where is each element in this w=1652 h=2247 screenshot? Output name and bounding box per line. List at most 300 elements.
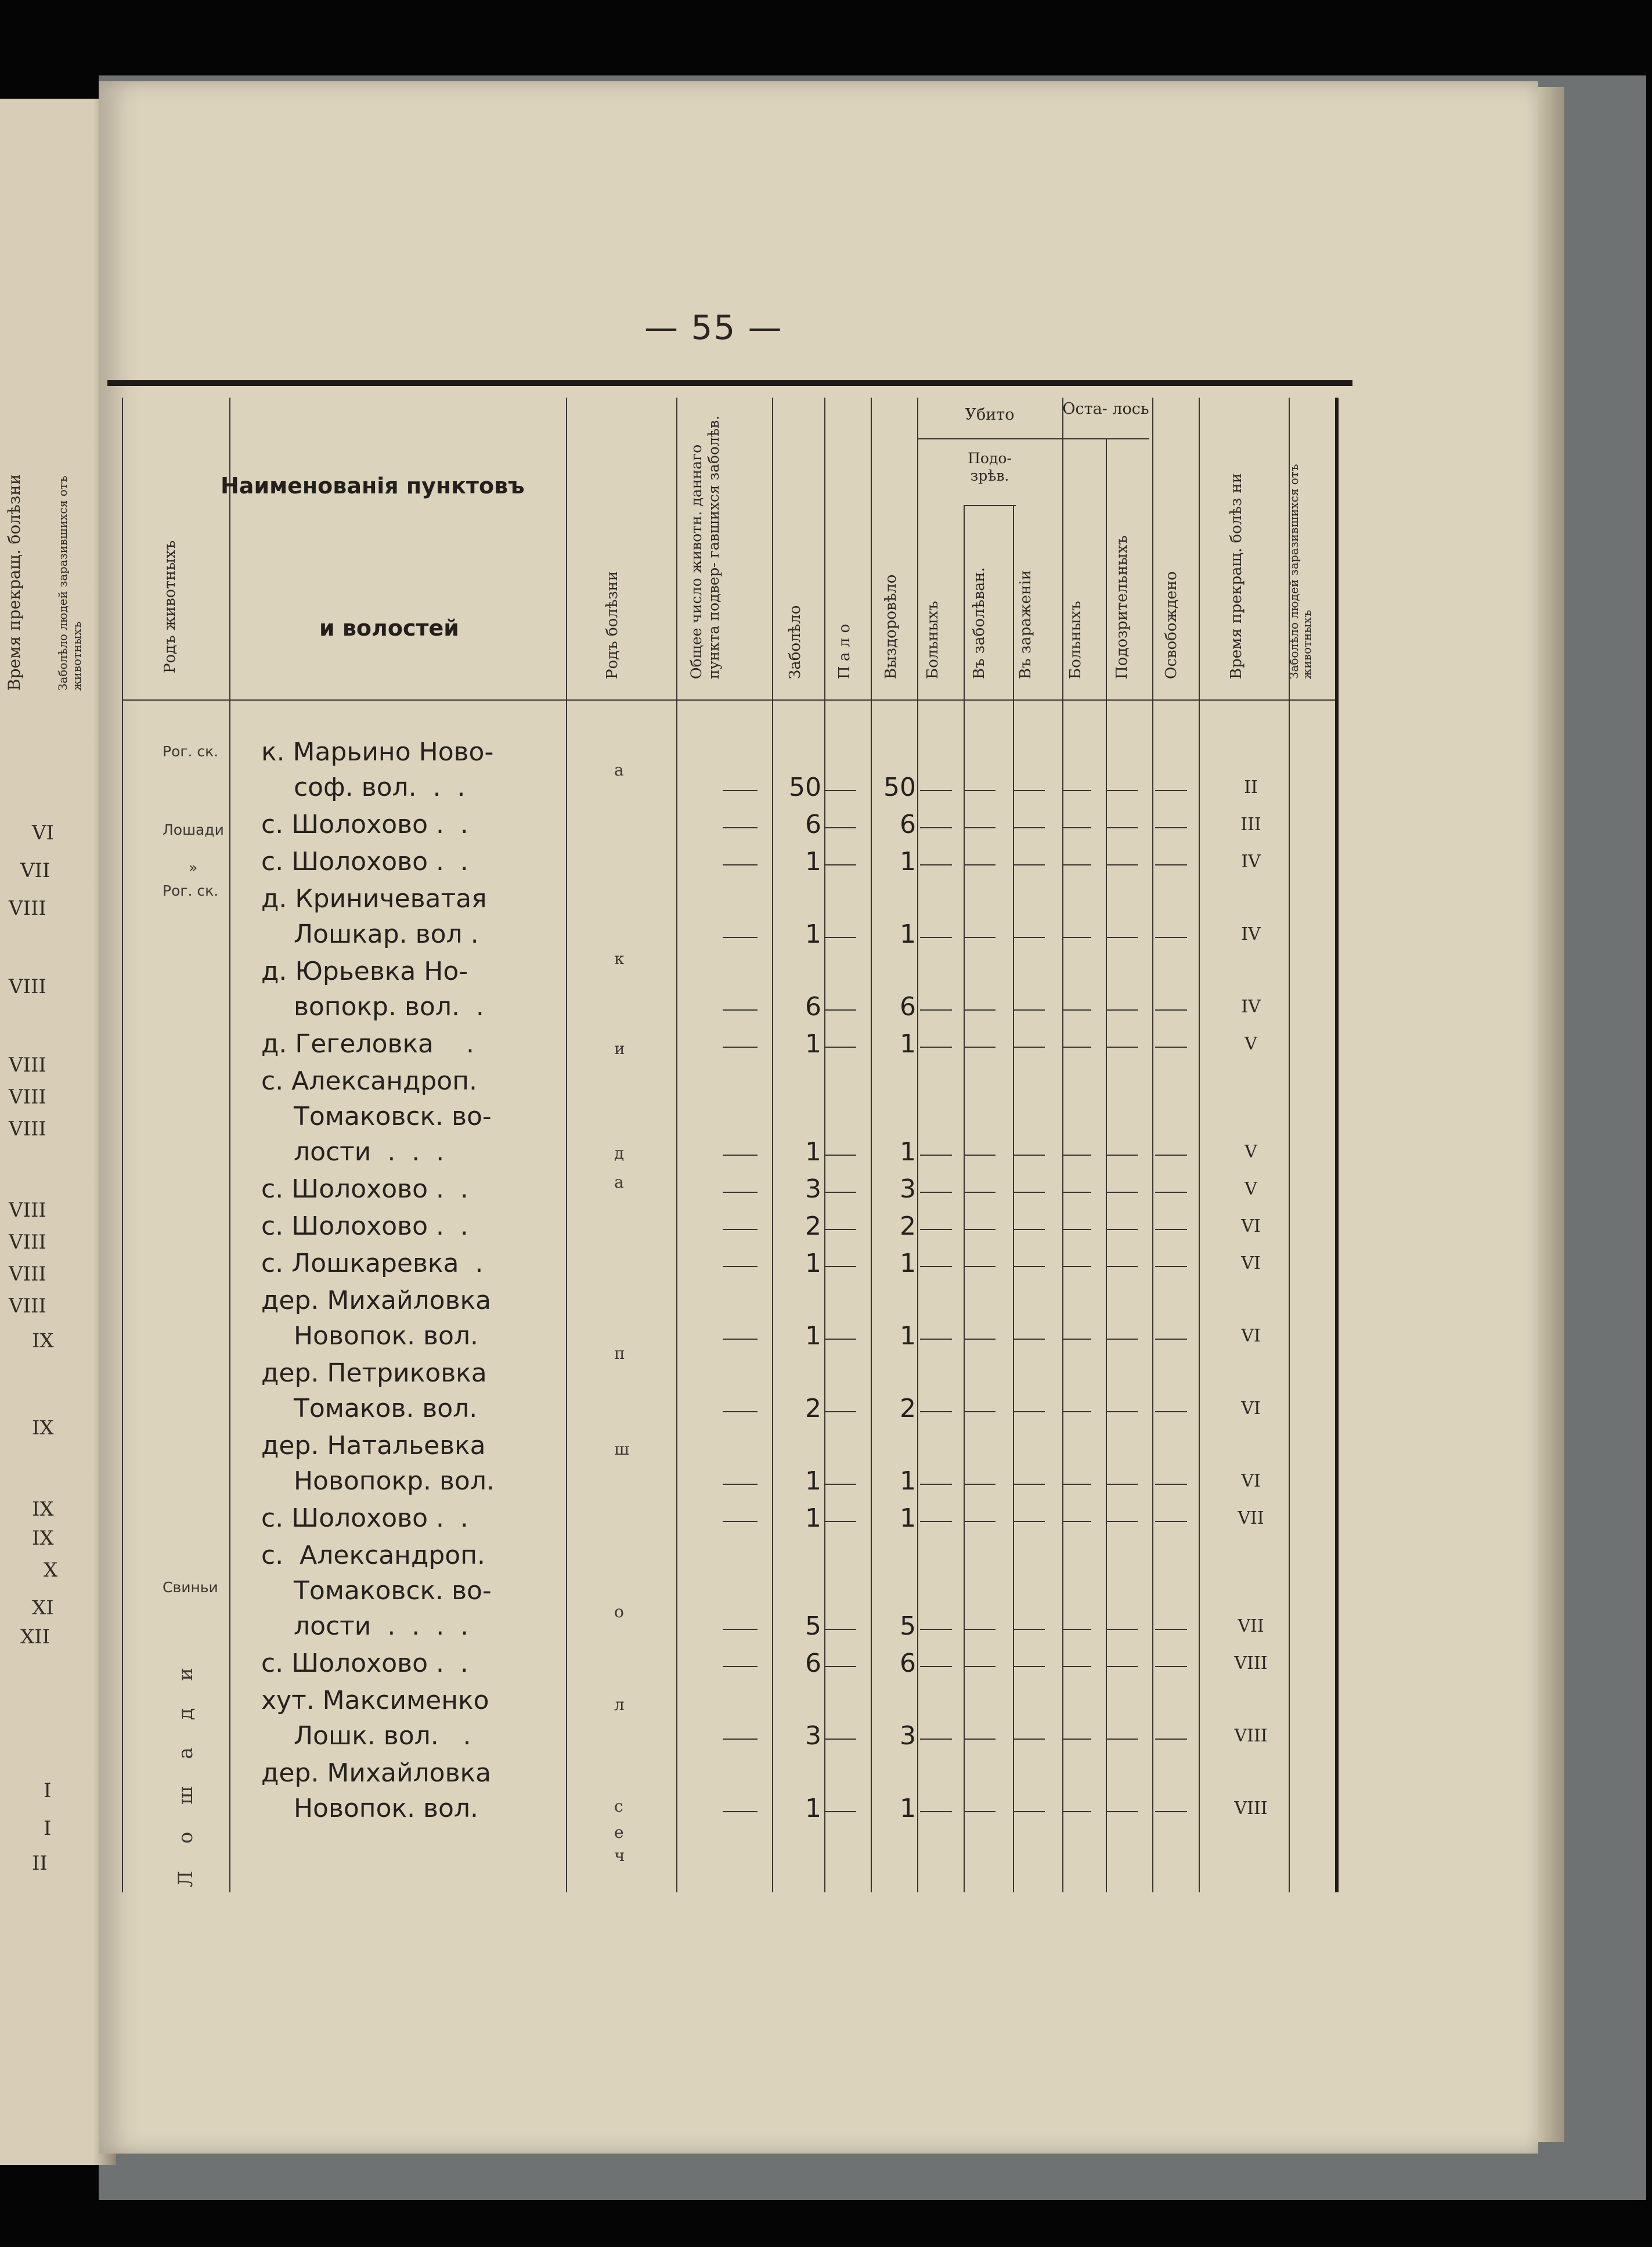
left-roman: IX bbox=[32, 1498, 54, 1521]
sick-count: 3 bbox=[805, 1721, 821, 1751]
empty-dash bbox=[1155, 864, 1187, 865]
empty-dash bbox=[964, 937, 995, 938]
header-place-subtitle: и волостей bbox=[319, 615, 459, 641]
empty-dash bbox=[1106, 1521, 1138, 1522]
disease-letter: п bbox=[614, 1344, 625, 1363]
empty-dash bbox=[920, 1629, 952, 1630]
empty-dash bbox=[824, 1266, 856, 1267]
empty-dash bbox=[920, 1009, 952, 1011]
empty-dash bbox=[920, 1155, 952, 1156]
empty-dash bbox=[964, 1411, 995, 1412]
right-rule bbox=[1335, 398, 1339, 1892]
end-month: V bbox=[1245, 1179, 1257, 1199]
left-roman: IX bbox=[32, 1527, 54, 1550]
header-died: П а л о bbox=[836, 623, 853, 679]
empty-dash bbox=[1013, 1629, 1045, 1630]
empty-dash bbox=[1155, 1047, 1187, 1048]
empty-dash bbox=[723, 1739, 758, 1740]
empty-dash bbox=[920, 1666, 952, 1667]
empty-dash bbox=[1155, 1521, 1187, 1522]
empty-dash bbox=[1062, 864, 1091, 865]
empty-dash bbox=[723, 1192, 758, 1193]
end-month: VII bbox=[1238, 1616, 1264, 1636]
empty-dash bbox=[1106, 1266, 1138, 1267]
place-name: д. Гегеловка . bbox=[261, 1029, 474, 1059]
empty-dash bbox=[1155, 1484, 1187, 1485]
empty-dash bbox=[1062, 1484, 1091, 1485]
empty-dash bbox=[1013, 790, 1045, 791]
empty-dash bbox=[1106, 1739, 1138, 1740]
empty-dash bbox=[824, 1339, 856, 1340]
empty-dash bbox=[723, 864, 758, 865]
empty-dash bbox=[1155, 1629, 1187, 1630]
empty-dash bbox=[1013, 1411, 1045, 1412]
empty-dash bbox=[1106, 1155, 1138, 1156]
empty-dash bbox=[824, 1521, 856, 1522]
header-sick: Заболѣло bbox=[787, 605, 804, 679]
empty-dash bbox=[824, 827, 856, 828]
animal-ditto: » bbox=[189, 859, 198, 876]
recovered-count: 5 bbox=[900, 1611, 916, 1641]
empty-dash bbox=[964, 864, 995, 865]
header-killed: Убито bbox=[965, 406, 1015, 424]
place-name: д. Юрьевка Но- bbox=[261, 957, 468, 986]
empty-dash bbox=[1106, 864, 1138, 865]
left-roman: XI bbox=[32, 1596, 54, 1620]
left-roman: XII bbox=[20, 1625, 51, 1649]
empty-dash bbox=[920, 1192, 952, 1193]
empty-dash bbox=[1106, 1666, 1138, 1667]
recovered-count: 1 bbox=[900, 1249, 916, 1278]
empty-dash bbox=[920, 1229, 952, 1230]
empty-dash bbox=[920, 1339, 952, 1340]
empty-dash bbox=[1013, 1811, 1045, 1812]
empty-dash bbox=[920, 864, 952, 865]
column-line bbox=[1106, 438, 1107, 1892]
left-roman: VIII bbox=[9, 1263, 46, 1286]
empty-dash bbox=[920, 790, 952, 791]
disease-letter: и bbox=[614, 1039, 625, 1058]
left-roman: VIII bbox=[9, 975, 46, 998]
place-name: д. Криничеватая bbox=[261, 884, 487, 914]
empty-dash bbox=[1106, 1811, 1138, 1812]
empty-dash bbox=[723, 1229, 758, 1230]
empty-dash bbox=[964, 1666, 995, 1667]
recovered-count: 6 bbox=[900, 1649, 916, 1678]
empty-dash bbox=[920, 1411, 952, 1412]
header-animal-kind: Родъ животныхъ bbox=[161, 540, 179, 673]
empty-dash bbox=[1013, 1739, 1045, 1740]
empty-dash bbox=[723, 1155, 758, 1156]
sick-count: 1 bbox=[805, 1794, 821, 1823]
column-line bbox=[229, 398, 230, 1892]
disease-letter: а bbox=[614, 760, 624, 780]
empty-dash bbox=[1106, 1411, 1138, 1412]
left-roman: VIII bbox=[9, 1199, 46, 1222]
empty-dash bbox=[1013, 827, 1045, 828]
end-month: VI bbox=[1241, 1326, 1261, 1346]
empty-dash bbox=[1013, 1047, 1045, 1048]
empty-dash bbox=[920, 1811, 952, 1812]
disease-letter: ч bbox=[614, 1846, 625, 1865]
recovered-count: 1 bbox=[900, 919, 916, 949]
header-in-disease: Въ заболѣван. bbox=[971, 567, 988, 679]
sick-count: 2 bbox=[805, 1211, 821, 1241]
suspect-underline bbox=[964, 505, 1016, 506]
place-name: с. Шолохово . . bbox=[261, 1503, 468, 1533]
animal-horses-vertical: Л о ш а д и bbox=[174, 1657, 197, 1888]
empty-dash bbox=[824, 1229, 856, 1230]
column-line bbox=[964, 505, 965, 1892]
end-month: II bbox=[1244, 777, 1258, 798]
recovered-count: 3 bbox=[900, 1721, 916, 1751]
empty-dash bbox=[1106, 1047, 1138, 1048]
empty-dash bbox=[1013, 1666, 1045, 1667]
empty-dash bbox=[1155, 1192, 1187, 1193]
end-month: VIII bbox=[1234, 1798, 1268, 1819]
empty-dash bbox=[964, 1811, 995, 1812]
empty-dash bbox=[1106, 1009, 1138, 1011]
disease-letter: д bbox=[614, 1144, 625, 1163]
header-remained: Оста- лось bbox=[1062, 400, 1149, 418]
empty-dash bbox=[1062, 1009, 1091, 1011]
empty-dash bbox=[1013, 1192, 1045, 1193]
empty-dash bbox=[1062, 1411, 1091, 1412]
recovered-count: 1 bbox=[900, 1321, 916, 1351]
place-name: с. Лошкаревка . bbox=[261, 1249, 484, 1278]
place-name: соф. вол. . . bbox=[261, 773, 466, 802]
column-line bbox=[917, 398, 918, 1892]
empty-dash bbox=[1062, 827, 1091, 828]
empty-dash bbox=[964, 827, 995, 828]
place-name: дер. Петриковка bbox=[261, 1358, 487, 1388]
disease-letter: о bbox=[614, 1602, 624, 1621]
header-total: Общее число животн. даннаго пункта подвер- гавшихся заболѣв. bbox=[688, 415, 722, 679]
empty-dash bbox=[1062, 1521, 1091, 1522]
empty-dash bbox=[824, 1666, 856, 1667]
header-in-infection: Въ зараженіи bbox=[1017, 569, 1034, 679]
place-name: хут. Максименко bbox=[261, 1686, 489, 1715]
header-remained-suspect: Подозрительныхъ bbox=[1113, 535, 1131, 679]
empty-dash bbox=[1155, 1411, 1187, 1412]
left-roman: VIII bbox=[9, 1231, 46, 1254]
sick-count: 1 bbox=[805, 919, 821, 949]
empty-dash bbox=[1062, 1739, 1091, 1740]
end-month: III bbox=[1240, 814, 1261, 835]
top-rule bbox=[107, 380, 1352, 386]
recovered-count: 6 bbox=[900, 992, 916, 1022]
empty-dash bbox=[723, 827, 758, 828]
empty-dash bbox=[723, 1629, 758, 1630]
column-line bbox=[1062, 398, 1063, 1892]
empty-dash bbox=[1155, 1266, 1187, 1267]
sick-count: 1 bbox=[805, 1321, 821, 1351]
sick-count: 50 bbox=[789, 773, 821, 802]
empty-dash bbox=[920, 1047, 952, 1048]
empty-dash bbox=[1062, 790, 1091, 791]
column-line bbox=[1152, 398, 1153, 1892]
empty-dash bbox=[824, 1192, 856, 1193]
empty-dash bbox=[1062, 1666, 1091, 1667]
empty-dash bbox=[723, 1521, 758, 1522]
empty-dash bbox=[824, 1155, 856, 1156]
empty-dash bbox=[824, 1811, 856, 1812]
empty-dash bbox=[1013, 1155, 1045, 1156]
left-roman: X bbox=[44, 1559, 58, 1582]
sick-count: 1 bbox=[805, 1137, 821, 1167]
empty-dash bbox=[824, 1484, 856, 1485]
left-roman: VIII bbox=[9, 1054, 46, 1077]
empty-dash bbox=[1106, 1484, 1138, 1485]
column-line bbox=[566, 398, 567, 1892]
empty-dash bbox=[723, 1339, 758, 1340]
empty-dash bbox=[1062, 1629, 1091, 1630]
recovered-count: 1 bbox=[900, 1029, 916, 1059]
empty-dash bbox=[824, 864, 856, 865]
empty-dash bbox=[1013, 1229, 1045, 1230]
end-month: IV bbox=[1241, 852, 1261, 872]
header-recovered: Выздоровѣло bbox=[882, 574, 900, 679]
sick-count: 6 bbox=[805, 810, 821, 839]
recovered-count: 2 bbox=[900, 1394, 916, 1423]
place-name: с. Шолохово . . bbox=[261, 1211, 468, 1241]
place-name: с. Шолохово . . bbox=[261, 1174, 468, 1204]
column-line bbox=[1199, 398, 1200, 1892]
header-killed-sick: Больныхъ bbox=[924, 601, 942, 679]
disease-letter: к bbox=[614, 949, 625, 968]
end-month: V bbox=[1245, 1034, 1257, 1054]
page-edge bbox=[1538, 87, 1564, 2142]
empty-dash bbox=[1106, 1629, 1138, 1630]
empty-dash bbox=[1155, 1739, 1187, 1740]
empty-dash bbox=[824, 937, 856, 938]
disease-letter: л bbox=[614, 1695, 625, 1714]
end-month: VI bbox=[1241, 1471, 1261, 1491]
animal-horned-cattle: Рог. ск. bbox=[163, 743, 219, 760]
empty-dash bbox=[1013, 937, 1045, 938]
sick-count: 1 bbox=[805, 847, 821, 877]
header-suspected: Подо- зрѣв. bbox=[968, 450, 1012, 484]
sick-count: 1 bbox=[805, 1466, 821, 1496]
end-month: VIII bbox=[1234, 1726, 1268, 1746]
empty-dash bbox=[1106, 1339, 1138, 1340]
recovered-count: 1 bbox=[900, 1503, 916, 1533]
header-disease-kind: Родъ болѣзни bbox=[604, 571, 621, 679]
sick-count: 1 bbox=[805, 1249, 821, 1278]
sick-count: 5 bbox=[805, 1611, 821, 1641]
disease-letter: е bbox=[614, 1823, 624, 1842]
empty-dash bbox=[964, 790, 995, 791]
column-line bbox=[676, 398, 677, 1892]
left-roman: IX bbox=[32, 1329, 54, 1352]
empty-dash bbox=[824, 1411, 856, 1412]
empty-dash bbox=[1062, 1266, 1091, 1267]
left-roman: VIII bbox=[9, 1117, 46, 1141]
empty-dash bbox=[824, 1739, 856, 1740]
empty-dash bbox=[824, 1009, 856, 1011]
empty-dash bbox=[1155, 1666, 1187, 1667]
end-month: VIII bbox=[1234, 1653, 1268, 1673]
sick-count: 6 bbox=[805, 1649, 821, 1678]
empty-dash bbox=[920, 1521, 952, 1522]
empty-dash bbox=[1106, 937, 1138, 938]
column-line bbox=[1013, 505, 1014, 1892]
recovered-count: 1 bbox=[900, 847, 916, 877]
left-header-people: Заболѣло людей заразившихся отъ животныхъ bbox=[56, 475, 84, 691]
place-name: с. Шолохово . . bbox=[261, 847, 468, 877]
sick-count: 1 bbox=[805, 1029, 821, 1059]
empty-dash bbox=[1062, 1047, 1091, 1048]
place-name: с. Шолохово . . bbox=[261, 810, 468, 839]
empty-dash bbox=[824, 1047, 856, 1048]
column-line bbox=[122, 398, 123, 1892]
empty-dash bbox=[1062, 1192, 1091, 1193]
place-name: лости . . . bbox=[261, 1137, 445, 1167]
empty-dash bbox=[723, 937, 758, 938]
place-name: Лошк. вол. . bbox=[261, 1721, 471, 1751]
empty-dash bbox=[964, 1484, 995, 1485]
empty-dash bbox=[964, 1155, 995, 1156]
header-place-title: Наименованія пунктовъ bbox=[221, 473, 525, 499]
header-remained-sick: Больныхъ bbox=[1067, 601, 1084, 679]
left-roman: II bbox=[32, 1852, 48, 1875]
left-roman: VIII bbox=[9, 1085, 46, 1109]
disease-letter: ш bbox=[614, 1440, 630, 1459]
empty-dash bbox=[964, 1339, 995, 1340]
empty-dash bbox=[1013, 1521, 1045, 1522]
recovered-count: 1 bbox=[900, 1794, 916, 1823]
recovered-count: 1 bbox=[900, 1137, 916, 1167]
left-header-end-time: Время прекращ. болѣзни bbox=[5, 474, 24, 691]
empty-dash bbox=[964, 1739, 995, 1740]
empty-dash bbox=[723, 1811, 758, 1812]
empty-dash bbox=[723, 1411, 758, 1412]
end-month: VI bbox=[1241, 1216, 1261, 1236]
empty-dash bbox=[1155, 1155, 1187, 1156]
empty-dash bbox=[1062, 1229, 1091, 1230]
place-name: дер. Михайловка bbox=[261, 1286, 492, 1315]
empty-dash bbox=[964, 1266, 995, 1267]
place-name: Лошкар. вол . bbox=[261, 919, 479, 949]
empty-dash bbox=[1062, 1339, 1091, 1340]
place-name: к. Марьино Ново- bbox=[261, 737, 494, 767]
recovered-count: 50 bbox=[883, 773, 916, 802]
animal-horses: Лошади bbox=[163, 821, 224, 838]
sick-count: 6 bbox=[805, 992, 821, 1022]
killed-underline bbox=[917, 438, 1062, 439]
left-roman: I bbox=[44, 1779, 52, 1802]
empty-dash bbox=[1106, 827, 1138, 828]
left-roman: I bbox=[44, 1817, 52, 1840]
empty-dash bbox=[723, 1047, 758, 1048]
empty-dash bbox=[1106, 1229, 1138, 1230]
empty-dash bbox=[1013, 1339, 1045, 1340]
empty-dash bbox=[1062, 1811, 1091, 1812]
empty-dash bbox=[920, 1484, 952, 1485]
end-month: VII bbox=[1238, 1508, 1264, 1528]
place-name: Новопок. вол. bbox=[261, 1794, 478, 1823]
empty-dash bbox=[964, 1047, 995, 1048]
place-name: Томаковск. во- bbox=[261, 1576, 492, 1606]
place-name: Томаковск. во- bbox=[261, 1102, 492, 1131]
place-name: лости . . . . bbox=[261, 1611, 469, 1641]
empty-dash bbox=[1106, 790, 1138, 791]
empty-dash bbox=[1155, 1339, 1187, 1340]
empty-dash bbox=[1013, 864, 1045, 865]
animal-horned-cattle-2: Рог. ск. bbox=[163, 882, 219, 899]
left-roman: IX bbox=[32, 1416, 54, 1440]
empty-dash bbox=[1013, 1009, 1045, 1011]
empty-dash bbox=[1155, 1009, 1187, 1011]
place-name: Томаков. вол. bbox=[261, 1394, 478, 1423]
empty-dash bbox=[1155, 827, 1187, 828]
end-month: VI bbox=[1241, 1253, 1261, 1274]
sick-count: 1 bbox=[805, 1503, 821, 1533]
empty-dash bbox=[1013, 1484, 1045, 1485]
left-roman: VIII bbox=[9, 897, 46, 920]
header-released: Освобождено bbox=[1163, 571, 1180, 679]
end-month: VI bbox=[1241, 1398, 1261, 1419]
place-name: дер. Натальевка bbox=[261, 1431, 486, 1460]
recovered-count: 1 bbox=[900, 1466, 916, 1496]
empty-dash bbox=[920, 1266, 952, 1267]
place-name: с. Шолохово . . bbox=[261, 1649, 468, 1678]
empty-dash bbox=[1155, 1229, 1187, 1230]
place-name: Новопок. вол. bbox=[261, 1321, 478, 1351]
empty-dash bbox=[723, 1666, 758, 1667]
empty-dash bbox=[824, 1629, 856, 1630]
disease-letter: а bbox=[614, 1173, 624, 1192]
header-end-time: Время прекращ. болѣз ни bbox=[1228, 473, 1245, 679]
disease-letter: с bbox=[614, 1797, 623, 1816]
empty-dash bbox=[964, 1009, 995, 1011]
empty-dash bbox=[723, 790, 758, 791]
empty-dash bbox=[964, 1229, 995, 1230]
recovered-count: 6 bbox=[900, 810, 916, 839]
empty-dash bbox=[1155, 1811, 1187, 1812]
empty-dash bbox=[964, 1521, 995, 1522]
empty-dash bbox=[920, 937, 952, 938]
header-people-infected: Заболѣло людей заразившихся отъ животныхъ bbox=[1287, 464, 1314, 679]
place-name: Новопокр. вол. bbox=[261, 1466, 495, 1496]
empty-dash bbox=[723, 1484, 758, 1485]
empty-dash bbox=[1062, 937, 1091, 938]
empty-dash bbox=[1106, 1192, 1138, 1193]
page-number: — 55 — bbox=[644, 308, 783, 347]
column-line bbox=[824, 398, 825, 1892]
empty-dash bbox=[964, 1192, 995, 1193]
empty-dash bbox=[920, 827, 952, 828]
recovered-count: 3 bbox=[900, 1174, 916, 1204]
place-name: дер. Михайловка bbox=[261, 1758, 492, 1788]
sick-count: 2 bbox=[805, 1394, 821, 1423]
place-name: с. Александроп. bbox=[261, 1066, 477, 1096]
empty-dash bbox=[1155, 937, 1187, 938]
left-roman: VII bbox=[20, 859, 51, 882]
end-month: V bbox=[1245, 1142, 1257, 1162]
end-month: IV bbox=[1241, 997, 1261, 1017]
sick-count: 3 bbox=[805, 1174, 821, 1204]
empty-dash bbox=[824, 790, 856, 791]
recovered-count: 2 bbox=[900, 1211, 916, 1241]
end-month: IV bbox=[1241, 924, 1261, 944]
empty-dash bbox=[723, 1009, 758, 1011]
left-roman: VI bbox=[32, 821, 54, 845]
empty-dash bbox=[1013, 1266, 1045, 1267]
empty-dash bbox=[964, 1629, 995, 1630]
empty-dash bbox=[1062, 1155, 1091, 1156]
left-roman: VIII bbox=[9, 1294, 46, 1318]
